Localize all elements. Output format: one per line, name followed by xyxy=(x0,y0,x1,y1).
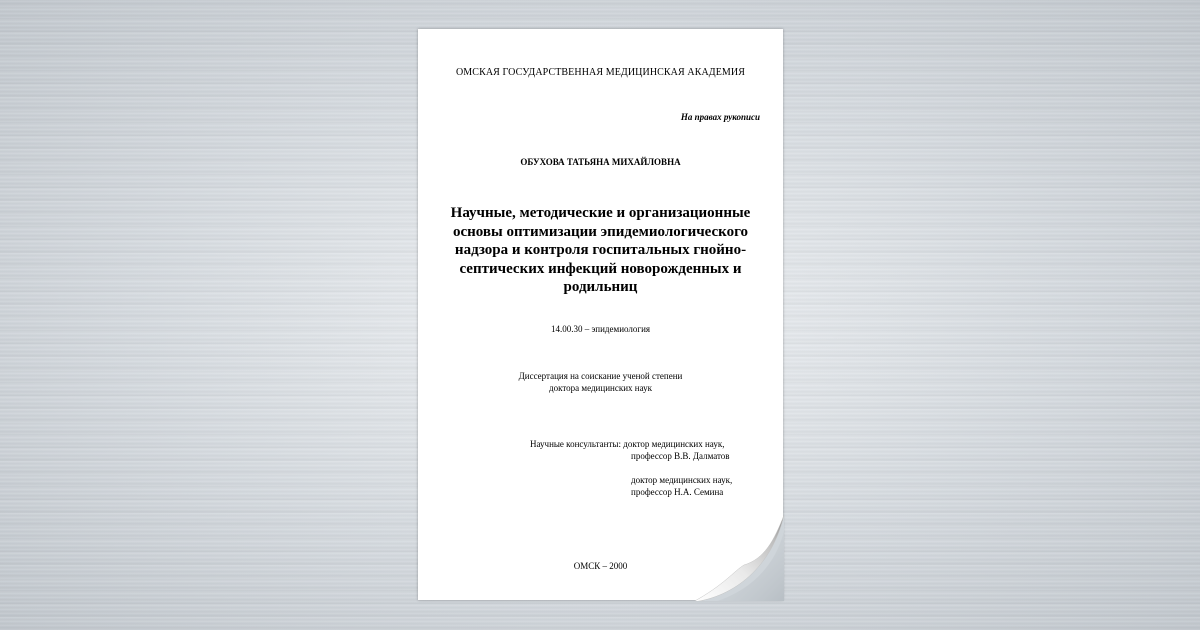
specialty-code: 14.00.30 – эпидемиология xyxy=(550,324,651,334)
document-page xyxy=(418,29,783,600)
title-line: Научные, методические и организационные xyxy=(450,205,751,221)
degree-statement xyxy=(418,370,783,394)
title-line: родильниц xyxy=(563,279,638,295)
consultants-label: Научные консультанты: xyxy=(530,439,621,449)
title-line: основы оптимизации эпидемиологического xyxy=(452,223,749,240)
consultant-1-name: профессор В.В. Далматов xyxy=(631,451,730,461)
page-curl-icon xyxy=(694,501,784,601)
consultant-1-degree: доктор медицинских наук, xyxy=(623,439,725,449)
dissertation-title xyxy=(418,204,783,297)
rights-note: На правах рукописи xyxy=(680,112,760,122)
scientific-consultants xyxy=(530,438,732,498)
degree-line: Диссертация на соискание ученой степени xyxy=(518,371,683,381)
consultant-2-name: профессор Н.А. Семина xyxy=(631,487,724,497)
city-year: ОМСК – 2000 xyxy=(573,561,628,571)
degree-line: доктора медицинских наук xyxy=(549,383,652,393)
title-line: септических инфекций новорожденных и xyxy=(459,260,742,277)
consultant-2-degree: доктор медицинских наук, xyxy=(631,475,733,485)
title-line: надзора и контроля госпитальных гнойно- xyxy=(454,242,747,258)
author-name: ОБУХОВА ТАТЬЯНА МИХАЙЛОВНА xyxy=(520,157,681,167)
institution-name: ОМСКАЯ ГОСУДАРСТВЕННАЯ МЕДИЦИНСКАЯ АКАДЕМИЯ xyxy=(455,67,745,78)
